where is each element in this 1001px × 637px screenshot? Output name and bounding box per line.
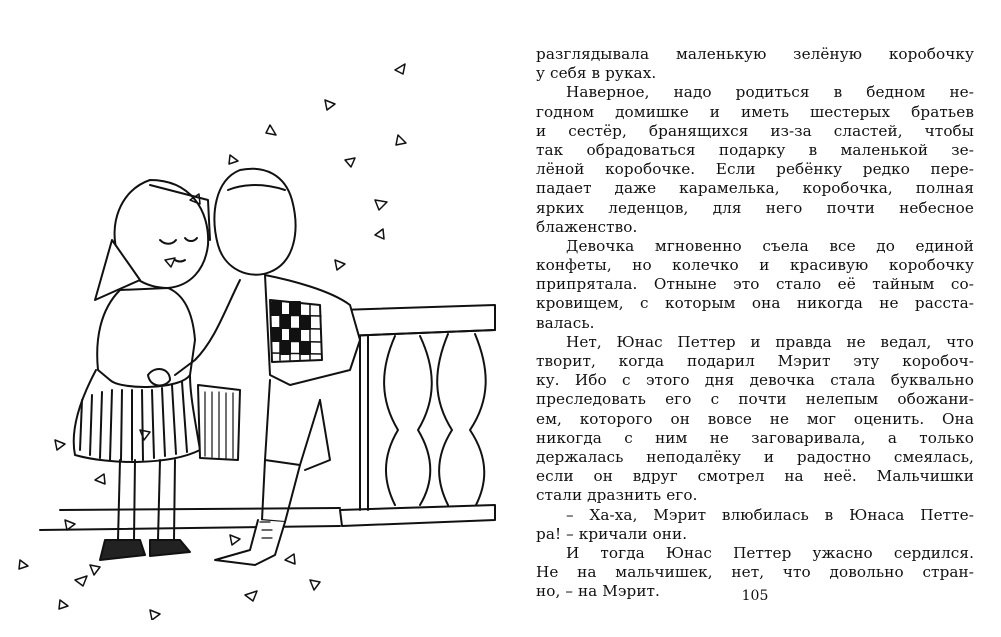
text-line: ра! – кричали они. xyxy=(536,524,688,543)
text-line: ярких леденцов, для него почти небесное xyxy=(536,198,974,217)
text-line: ку. Ибо с этого дня девочка стала буквально xyxy=(536,371,974,390)
text-line: у себя в руках. xyxy=(536,64,657,83)
text-line: валась. xyxy=(536,313,595,332)
text-line: конфеты, но колечко и красивую коробочку xyxy=(536,256,974,275)
boy-figure xyxy=(175,169,360,565)
text-line: кровищем, с которым она никогда не расста- xyxy=(536,294,974,313)
text-line: стали дразнить его. xyxy=(536,486,698,505)
text-line: годном домишке и иметь шестерых братьев xyxy=(536,102,974,121)
text-line: так обрадоваться подарку в маленькой зе- xyxy=(536,140,974,159)
text-line: никогда с ним не заговаривала, а только xyxy=(536,428,974,447)
text-line: разглядывала маленькую зелёную коробочку xyxy=(536,45,974,63)
text-line: Наверное, надо родиться в бедном не- xyxy=(566,83,974,102)
text-line: – Ха-ха, Мэрит влюбилась в Юнаса Петте- xyxy=(566,505,974,524)
text-line: припрятала. Отныне это стало её тайным со- xyxy=(536,275,974,294)
text-line: лёной коробочке. Если ребёнку редко пере- xyxy=(536,160,974,179)
text-line: Нет, Юнас Петтер и правда не ведал, что xyxy=(566,332,974,351)
text-line: падает даже карамелька, коробочка, полная xyxy=(536,179,974,198)
text-line: и сестёр, бранящихся из-за сластей, чтобы xyxy=(536,121,974,140)
text-line: Девочка мгновенно съела все до единой xyxy=(566,236,974,255)
text-line: блаженство. xyxy=(536,217,638,236)
text-line: но, – на Мэрит. xyxy=(536,582,660,601)
page-number: 105 xyxy=(741,588,769,604)
text-line: И тогда Юнас Петтер ужасно сердился. xyxy=(566,543,974,562)
illustration-children-at-railing xyxy=(0,40,500,620)
text-line: если он вдруг смотрел на неё. Мальчишки xyxy=(536,467,974,486)
girl-figure xyxy=(74,180,210,560)
text-line: преследовать его с почти нелепым обожани- xyxy=(536,390,974,409)
text-line: Не на мальчишек, нет, что довольно стран- xyxy=(536,563,974,582)
text-line: творит, когда подарил Мэрит эту коробоч- xyxy=(536,352,974,370)
page-text xyxy=(536,45,974,601)
text-line: ем, которого он вовсе не мог оценить. Она xyxy=(536,409,974,428)
text-line: держалась неподалёку и радостно смеялась, xyxy=(536,447,974,466)
